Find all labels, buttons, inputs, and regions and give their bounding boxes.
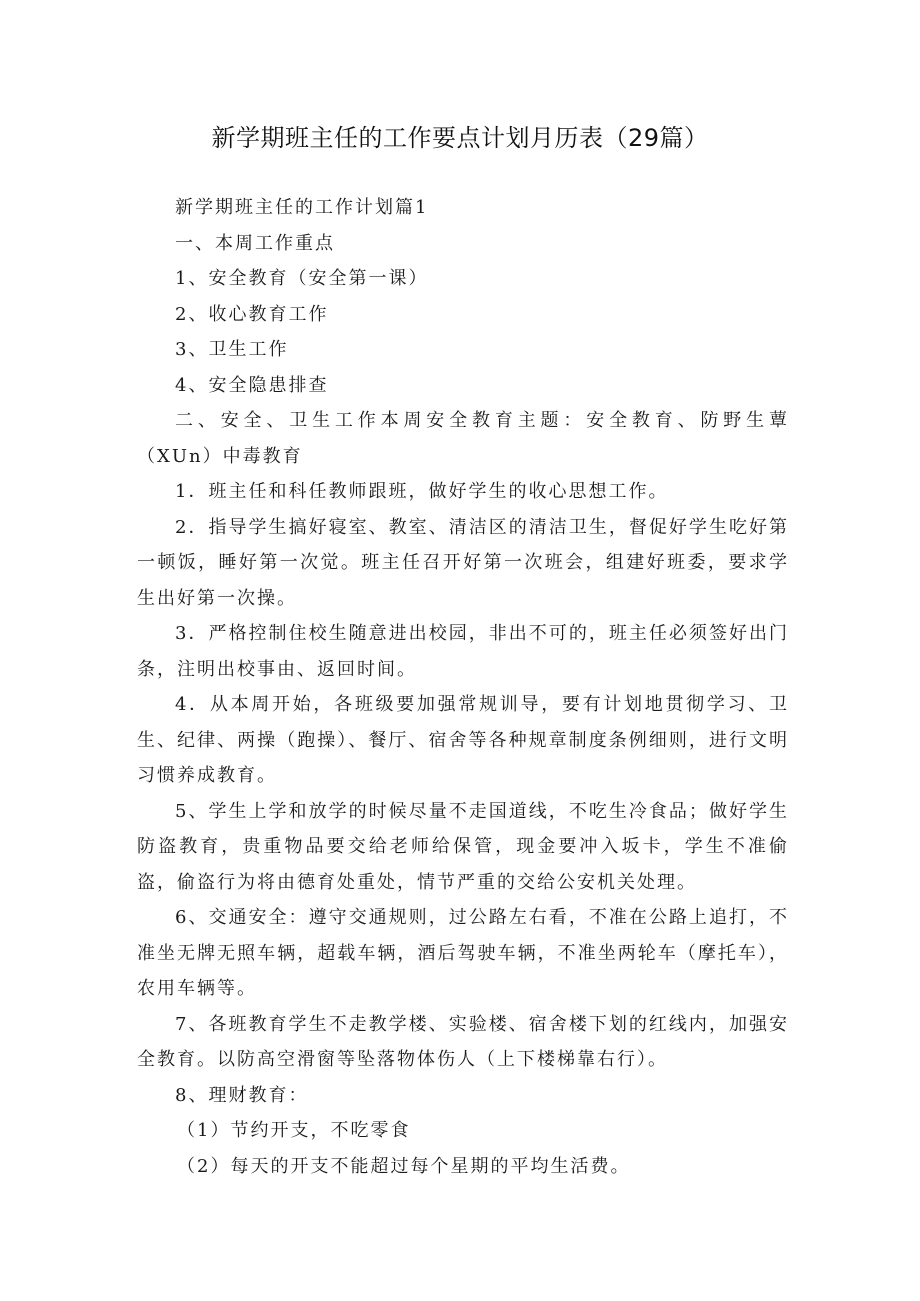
paragraph: 6、交通安全：遵守交通规则，过公路左右看，不准在公路上追打，不准坐无牌无照车辆，超载车辆，酒后驾驶车辆，不准坐两轮车（摩托车），农用车辆等。 bbox=[137, 907, 789, 999]
list-item: （1）节约开支，不吃零食 bbox=[177, 1120, 411, 1141]
paragraph: 二、安全、卫生工作本周安全教育主题：安全教育、防野生蕈（XUn）中毒教育 bbox=[137, 410, 789, 467]
paragraph: 2．指导学生搞好寝室、教室、清洁区的清洁卫生，督促好学生吃好第一顿饭，睡好第一次觉。班主任召开好第一次班会，组建好班委，要求学生出好第一次操。 bbox=[137, 516, 789, 609]
paragraph: 一、本周工作重点 bbox=[175, 232, 335, 254]
list-item: 1、安全教育（安全第一课） bbox=[175, 268, 429, 289]
list-item: 2、收心教育工作 bbox=[175, 303, 329, 325]
document-title: 新学期班主任的工作要点计划月历表（29篇） bbox=[211, 124, 709, 152]
paragraph: 7、各班教育学生不走教学楼、实验楼、宿舍楼下划的红线内，加强安全教育。以防高空滑窗等坠落物体伤人（上下楼梯靠右行）。 bbox=[137, 1013, 789, 1070]
list-item: （2）每天的开支不能超过每个星期的平均生活费。 bbox=[177, 1155, 631, 1177]
paragraph: 8、理财教育： bbox=[175, 1084, 309, 1106]
document-body bbox=[137, 190, 789, 1184]
paragraph: 5、学生上学和放学的时候尽量不走国道线，不吃生冷食品；做好学生防盗教育，贵重物品要交给老师给保管，现金要冲入坂卡，学生不准偷盗，偷盗行为将由德育处重处，情节严重的交给公安机关处理。 bbox=[137, 800, 789, 893]
list-item: 3、卫生工作 bbox=[175, 339, 289, 360]
section-heading: 新学期班主任的工作计划篇1 bbox=[175, 197, 429, 218]
paragraph: 3．严格控制住校生随意进出校园，非出不可的，班主任必须签好出门条，注明出校事由、返回时间。 bbox=[137, 623, 789, 680]
paragraph: 4．从本周开始，各班级要加强常规训导，要有计划地贯彻学习、卫生、纪律、两操（跑操）、餐厅、宿舍等各种规章制度条例细则，进行文明习惯养成教育。 bbox=[137, 694, 789, 786]
paragraph: 1．班主任和科任教师跟班，做好学生的收心思想工作。 bbox=[175, 481, 669, 502]
list-item: 4、安全隐患排查 bbox=[175, 374, 329, 396]
